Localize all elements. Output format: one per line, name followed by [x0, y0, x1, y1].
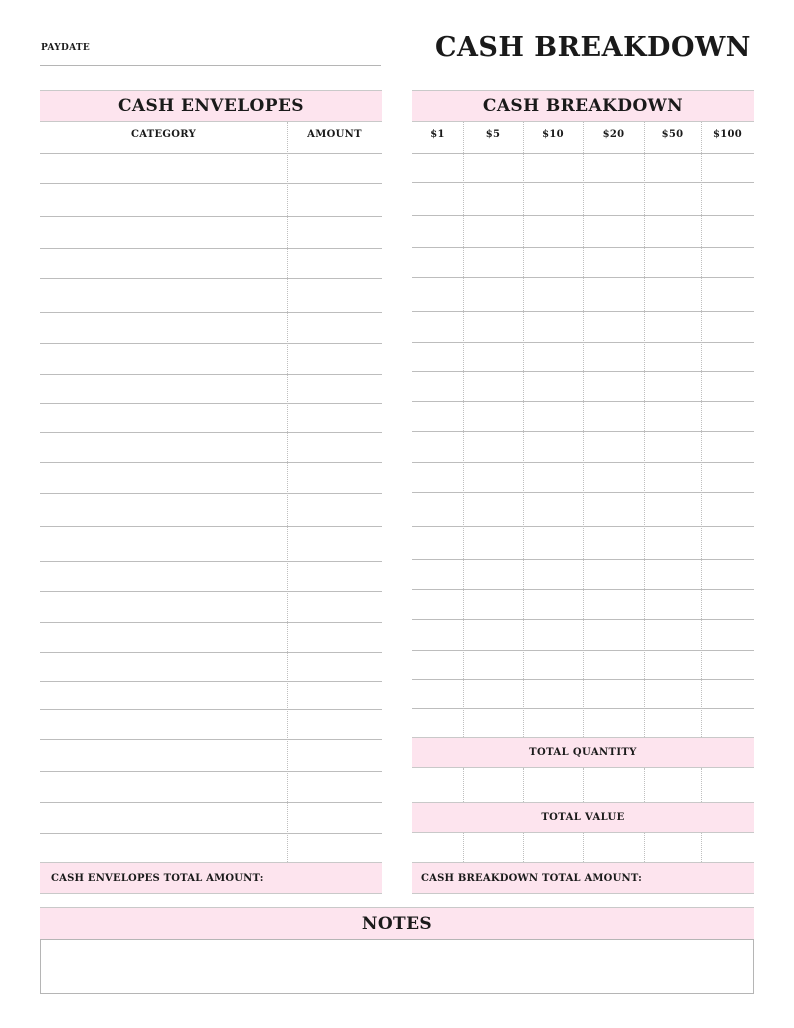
- row-divider: [40, 802, 382, 803]
- cash-envelopes-header: CASH ENVELOPES: [40, 90, 382, 122]
- row-divider: [40, 153, 382, 154]
- row-divider: [40, 709, 382, 710]
- row-divider: [40, 374, 382, 375]
- row-divider: [40, 278, 382, 279]
- row-divider: [40, 833, 382, 834]
- denomination-header: $10: [542, 129, 564, 140]
- column-divider: [287, 122, 288, 862]
- cash-envelopes-table[interactable]: [40, 122, 382, 862]
- column-divider: [463, 122, 464, 737]
- row-divider: [40, 561, 382, 562]
- paydate-label: PAYDATE: [41, 43, 91, 53]
- amount-column-header: AMOUNT: [307, 129, 362, 140]
- row-divider: [40, 312, 382, 313]
- column-divider: [523, 122, 524, 737]
- row-divider: [40, 652, 382, 653]
- column-divider: [463, 768, 464, 802]
- row-divider: [40, 183, 382, 184]
- row-divider: [40, 739, 382, 740]
- column-divider: [583, 833, 584, 862]
- cash-envelopes-total-bar: [40, 862, 382, 894]
- row-divider: [40, 403, 382, 404]
- column-divider: [463, 833, 464, 862]
- denomination-header: $100: [712, 129, 743, 140]
- column-divider: [583, 768, 584, 802]
- column-divider: [523, 833, 524, 862]
- notes-area[interactable]: [40, 939, 754, 994]
- category-column-header: CATEGORY: [130, 129, 197, 140]
- row-divider: [40, 216, 382, 217]
- row-divider: [40, 771, 382, 772]
- cash-breakdown-table[interactable]: [412, 122, 754, 737]
- row-divider: [40, 526, 382, 527]
- column-divider: [701, 768, 702, 802]
- row-divider: [40, 248, 382, 249]
- cash-breakdown-total-bar: [412, 862, 754, 894]
- page-title: CASH BREAKDOWN: [434, 32, 751, 63]
- column-divider: [583, 122, 584, 737]
- column-divider: [701, 122, 702, 737]
- total-value-row[interactable]: [412, 833, 754, 862]
- row-divider: [40, 343, 382, 344]
- column-divider: [644, 122, 645, 737]
- total-quantity-bar: TOTAL QUANTITY: [412, 737, 754, 768]
- row-divider: [40, 462, 382, 463]
- denomination-header: $50: [661, 129, 684, 140]
- row-divider: [40, 493, 382, 494]
- cash-breakdown-total-label: CASH BREAKDOWN TOTAL AMOUNT:: [421, 872, 643, 884]
- denomination-header: $20: [602, 129, 625, 140]
- paydate-field[interactable]: [40, 65, 381, 66]
- row-divider: [40, 622, 382, 623]
- column-divider: [644, 768, 645, 802]
- notes-header: NOTES: [40, 907, 754, 940]
- cash-breakdown-header: CASH BREAKDOWN: [412, 90, 754, 122]
- total-quantity-row[interactable]: [412, 768, 754, 802]
- row-divider: [40, 591, 382, 592]
- denomination-header: $5: [485, 129, 501, 140]
- denomination-header: $1: [430, 129, 445, 140]
- column-divider: [523, 768, 524, 802]
- cash-envelopes-total-label: CASH ENVELOPES TOTAL AMOUNT:: [51, 872, 264, 884]
- total-value-bar: TOTAL VALUE: [412, 802, 754, 833]
- row-divider: [40, 432, 382, 433]
- column-divider: [644, 833, 645, 862]
- row-divider: [40, 681, 382, 682]
- column-divider: [701, 833, 702, 862]
